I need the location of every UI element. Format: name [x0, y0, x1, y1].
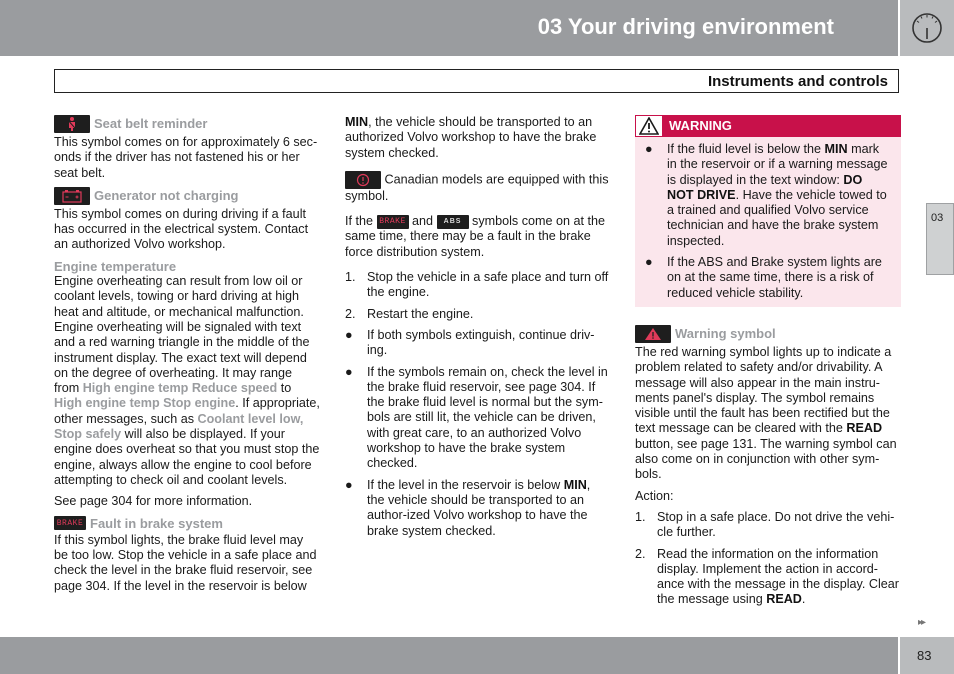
abs-warning-icon: ABS — [437, 215, 469, 229]
brake-fault-heading: Fault in brake system — [90, 515, 223, 531]
column-3 — [635, 115, 901, 614]
bullet-icon: ● — [645, 142, 653, 156]
page-number-box — [900, 637, 954, 674]
chapter-side-tab[interactable] — [926, 203, 954, 275]
warning-symbol-heading: Warning symbol — [675, 326, 776, 342]
side-tab-label: 03 — [931, 212, 944, 224]
seat-belt-icon — [54, 115, 90, 133]
brake-bullets-list — [345, 328, 611, 539]
list-item: ● If the fluid level is below the MIN mark in the reservoir or if a warning message is displayed in the text window: DO NOT DRIVE. Have the vehicle towed to a trained and qualified Volvo service technician and have the brake system inspected. — [645, 142, 888, 248]
action-label: Action: — [635, 488, 674, 503]
brake-circle-icon — [345, 171, 381, 189]
bullet-icon: ● — [645, 255, 653, 270]
list-item: 1. Stop the vehicle in a safe place and turn off the engine. — [345, 270, 609, 300]
bullet-icon: ● — [345, 327, 353, 342]
msg-stop-engine: High engine temp Stop engine — [54, 396, 236, 411]
chapter-header-bar — [0, 0, 898, 56]
canadian-symbol-text: Canadian models are equipped with this symbol. — [345, 172, 609, 203]
brake-fault-text: If this symbol lights, the brake fluid level may be too low. Stop the vehicle in a safe place and check the level in the brake fluid reservoir, see page 304. If the level in the reservoir is below — [54, 532, 317, 593]
seat-belt-heading-row — [54, 115, 320, 133]
list-item: 2. Read the information on the information display. Implement the action in accord-ance with the message in the display. Clear the message using READ. — [635, 546, 899, 607]
list-item: 2. Restart the engine. — [345, 306, 474, 321]
section-title: Instruments and controls — [707, 73, 888, 90]
chapter-icon-box — [900, 0, 954, 56]
brake-steps-list — [345, 270, 611, 322]
column-2 — [345, 115, 611, 545]
seat-belt-text: This symbol comes on for approximately 6 sec-onds if the driver has not fastened his or her seat belt. — [54, 135, 318, 180]
seat-belt-heading: Seat belt reminder — [94, 116, 208, 132]
action-steps-list — [635, 510, 901, 608]
warning-symbol-text: The red warning symbol lights up to indicate a problem related to safety and/or drivability. A message will also appear in the main instru-ments panel's display. The symbol remains visible until the fault has been rectified but the text message can be cleared with the READ button, see page 131. The warning symbol can also come on in conjunction with other sym-bols. — [635, 344, 897, 482]
warning-symbol-heading-row — [635, 325, 901, 343]
generator-text: This symbol comes on during driving if a fault has occurred in the electrical system. Contact an authorized Volvo workshop. — [54, 206, 309, 252]
engine-temp-see-page: See page 304 for more information. — [54, 494, 253, 509]
brake-continued-text: MIN, the vehicle should be transported to an authorized Volvo workshop to have the brake system checked. — [345, 115, 597, 160]
list-item: ● If both symbols extinguish, continue driv-ing. — [345, 327, 595, 358]
column-1 — [54, 115, 320, 600]
warning-header — [635, 115, 901, 137]
generator-heading: Generator not charging — [94, 188, 239, 204]
brake-fault-heading-row — [54, 516, 320, 531]
msg-reduce-speed: High engine temp Reduce speed — [82, 381, 278, 396]
bullet-icon: ● — [345, 477, 353, 492]
page-number: 83 — [917, 648, 932, 663]
list-item: ● If the level in the reservoir is below MIN, the vehicle should be transported to an author-ized Volvo workshop to have the brake system checked. — [345, 477, 591, 538]
battery-icon — [54, 187, 90, 205]
brake-warning-icon: BRAKE — [54, 516, 86, 530]
list-item: ● If the ABS and Brake system lights are on at the same time, there is a risk of reduced vehicle stability. — [645, 255, 882, 300]
engine-temp-text: Engine overheating can result from low oil or coolant levels, towing or hard driving at high heat and altitude, or mechanical malfunction. Engine overheating will be signaled with text and a red warning triangle in the middle of the instrument display. The exact text will depend on the degree of overheating. It may range from High engine temp Reduce speed to High engine temp Stop engine. If appropriate, other messages, such as Coolant level low, Stop safely will also be displayed. If your engine does overheat so that you must stop the engine, always allow the engine to cool before attempting to check oil and coolant levels. — [54, 274, 320, 487]
engine-temp-heading: Engine temperature — [54, 258, 177, 274]
section-header — [54, 69, 899, 93]
speedometer-icon — [911, 12, 943, 44]
chapter-title: 03 Your driving environment — [537, 14, 834, 39]
warning-label: WARNING — [669, 118, 732, 134]
generator-heading-row — [54, 187, 320, 205]
list-item: ● If the symbols remain on, check the level in the brake fluid reservoir, see page 304. If the brake fluid level is normal but the sym-bols are still lit, the vehicle can be driven, with great care, to an authorized Volvo workshop to have the brake system checked. — [345, 364, 608, 471]
msg-coolant-low: Coolant level low, Stop safely — [54, 411, 304, 442]
red-triangle-icon — [635, 325, 671, 343]
next-page-icon[interactable]: ▸▸ — [918, 617, 925, 628]
warning-triangle-icon — [635, 115, 663, 137]
list-item: 1. Stop in a safe place. Do not drive the vehi-cle further. — [635, 509, 895, 540]
bullet-icon: ● — [345, 364, 353, 379]
brake-abs-combo-text: If the BRAKE and ABS symbols come on at the same time, there may be a fault in the brake force distribution system. — [345, 214, 606, 259]
footer-bar — [0, 637, 898, 674]
warning-body — [635, 137, 901, 307]
brake-warning-icon: BRAKE — [377, 215, 409, 229]
